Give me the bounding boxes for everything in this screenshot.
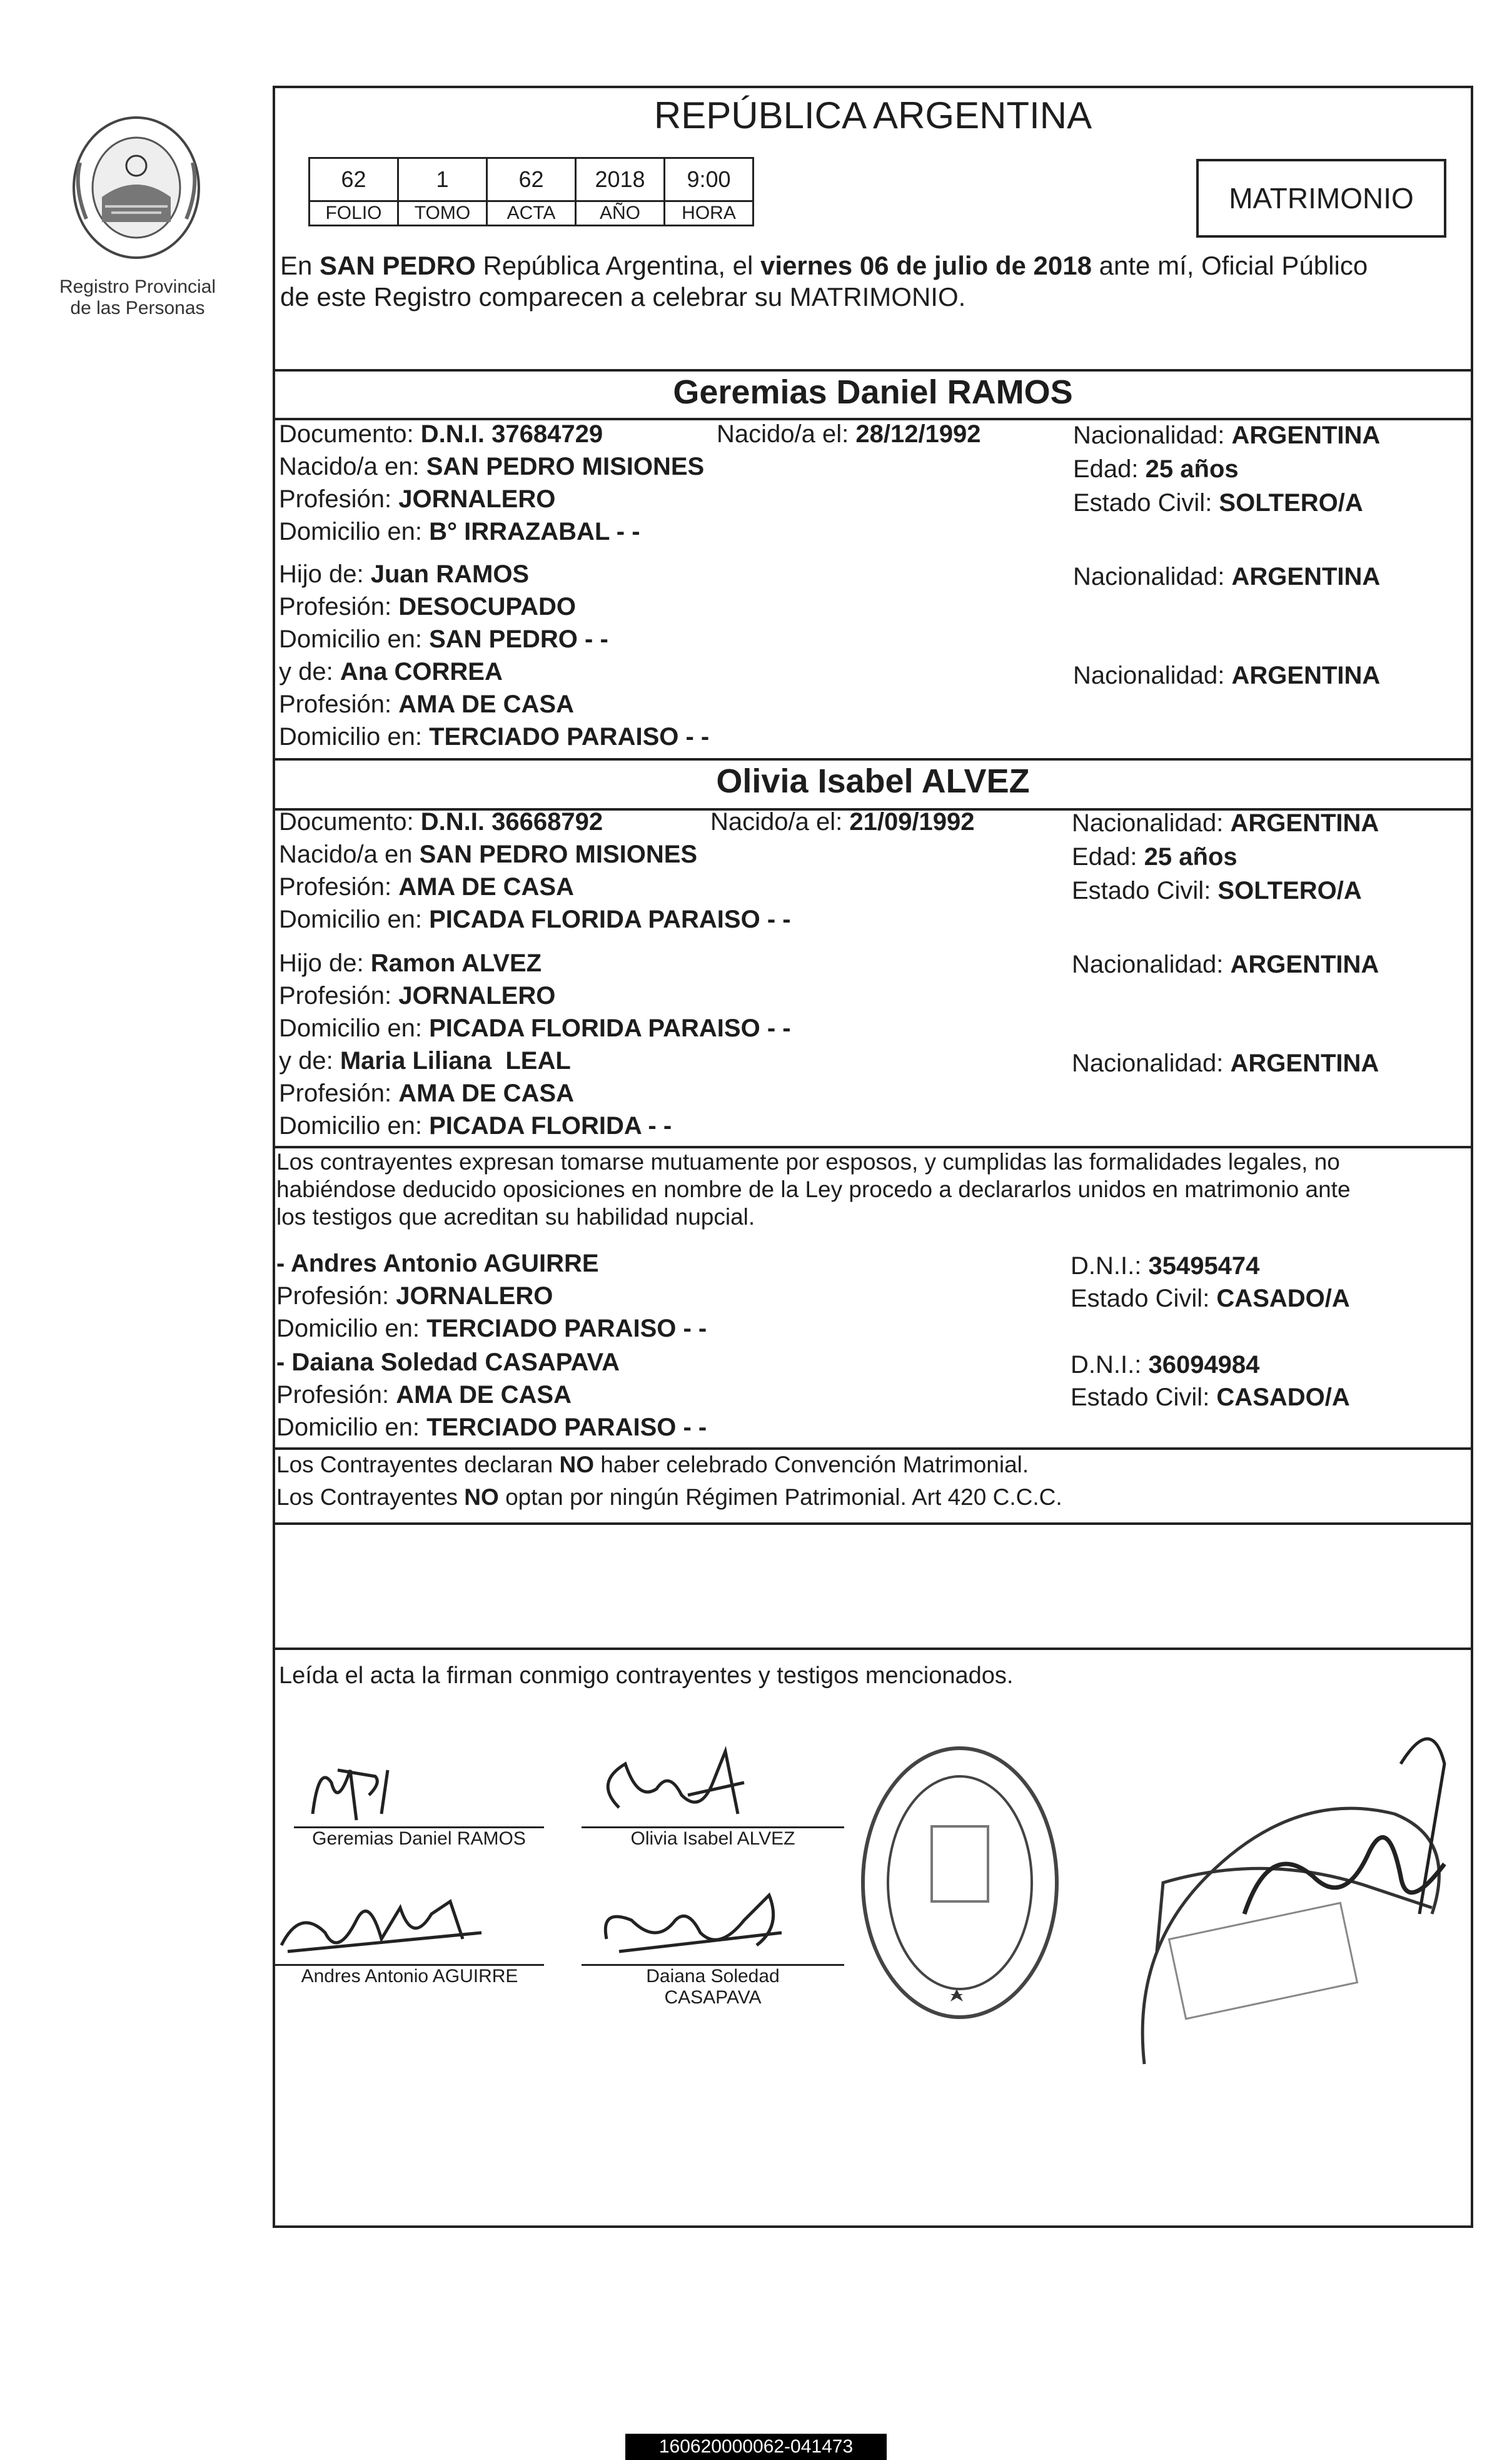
party1-mother-prof	[279, 689, 574, 719]
party1-prof	[279, 484, 555, 514]
acta-label: ACTA	[487, 201, 576, 226]
label: Nacionalidad:	[1072, 809, 1231, 837]
year-value: 2018	[576, 158, 665, 201]
signature-witness2	[582, 1883, 844, 2008]
value: Juan RAMOS	[370, 560, 530, 588]
signature-groom	[294, 1745, 544, 1850]
hour-label: HORA	[665, 201, 753, 226]
registry-caption	[38, 276, 238, 319]
value: JORNALERO	[396, 1282, 553, 1310]
divider-closing	[275, 1648, 1471, 1650]
party1-father-dom	[279, 624, 608, 654]
value: 25 años	[1144, 843, 1237, 871]
divider-party2-top	[275, 758, 1471, 761]
party1-nat	[1073, 420, 1380, 450]
tomo-label: TOMO	[398, 201, 487, 226]
intro-p3: ante mí, Oficial Público	[1092, 251, 1368, 280]
label: Profesión:	[279, 873, 399, 901]
witness-1-civil	[1071, 1283, 1350, 1314]
value: CASADO/A	[1216, 1384, 1350, 1411]
value: ARGENTINA	[1231, 662, 1381, 689]
party2-born	[710, 807, 975, 837]
value: ARGENTINA	[1230, 809, 1379, 837]
party2-mother-dom	[279, 1111, 672, 1141]
intro-place: SAN PEDRO	[320, 251, 476, 280]
value: 25 años	[1145, 455, 1239, 483]
value: Ana CORREA	[340, 658, 503, 686]
label: Estado Civil:	[1073, 489, 1219, 517]
divider-blank-top	[275, 1522, 1471, 1525]
value: 28/12/1992	[855, 420, 981, 448]
label: Domicilio en:	[276, 1315, 427, 1342]
signature-groom-scribble	[294, 1745, 544, 1826]
label: Domicilio en:	[279, 518, 430, 545]
value: JORNALERO	[398, 485, 556, 513]
label: Nacionalidad:	[1073, 662, 1232, 689]
party1-birthplace	[279, 452, 704, 482]
tomo-value: 1	[398, 158, 487, 201]
value: ARGENTINA	[1231, 563, 1381, 590]
label: Profesión:	[276, 1381, 396, 1409]
text: optan por ningún Régimen Patrimonial. Art 420 C.C.C.	[498, 1484, 1062, 1510]
folio-label: FOLIO	[310, 201, 398, 226]
party2-father-nat	[1072, 949, 1379, 979]
signature-witness2-caption-line2: CASAPAVA	[664, 1987, 762, 2008]
label: Domicilio en:	[276, 1414, 427, 1441]
party2-mother-nat	[1072, 1048, 1379, 1078]
label: Profesión:	[279, 485, 399, 513]
signature-witness1	[275, 1883, 544, 1987]
label: y de:	[279, 1047, 340, 1075]
signature-witness2-caption-line1: Daiana Soledad	[646, 1966, 780, 1987]
declaration-line1: Los contrayentes expresan tomarse mutuamente por esposos, y cumplidas las formalidades legales, no	[276, 1149, 1340, 1175]
label: Hijo de:	[279, 560, 371, 588]
witness-1-dom	[276, 1314, 707, 1344]
registry-caption-line1: Registro Provincial	[59, 276, 216, 297]
regime-line2	[276, 1481, 1464, 1514]
label: Domicilio en:	[279, 723, 430, 751]
declaration-text	[276, 1148, 1471, 1231]
label: Profesión:	[279, 982, 399, 1010]
record-meta-table	[308, 157, 754, 226]
label: Profesión:	[276, 1282, 396, 1310]
witness-2-dom	[276, 1412, 707, 1442]
value: 21/09/1992	[849, 808, 975, 836]
value: PICADA FLORIDA PARAISO - -	[429, 906, 791, 933]
closing-text: Leída el acta la firman conmigo contrayentes y testigos mencionados.	[279, 1663, 1014, 1689]
party1-born	[717, 419, 981, 449]
label: Estado Civil:	[1071, 1384, 1217, 1411]
label: Profesión:	[279, 593, 399, 620]
party2-age	[1072, 842, 1237, 872]
party1-father	[279, 559, 529, 589]
party2-name: Olivia Isabel ALVEZ	[716, 762, 1030, 800]
value: AMA DE CASA	[398, 691, 574, 718]
party2-nat	[1072, 808, 1379, 838]
label: Nacido/a el:	[717, 420, 856, 448]
value: Maria Liliana LEAL	[340, 1047, 571, 1075]
round-registry-stamp	[857, 1739, 1063, 2027]
party1-civil	[1073, 488, 1363, 518]
value: Ramon ALVEZ	[370, 949, 542, 977]
round-stamp-icon	[857, 1739, 1063, 2027]
text-bold: NO	[559, 1452, 594, 1477]
province-seal	[68, 113, 205, 269]
witness-2-civil	[1071, 1382, 1350, 1412]
label: Nacido/a en:	[279, 453, 426, 480]
party1-doc	[279, 419, 603, 449]
record-type-box: MATRIMONIO	[1196, 159, 1446, 238]
party1-mother-nat	[1073, 661, 1380, 691]
value: 36094984	[1148, 1351, 1260, 1379]
signature-bride-caption: Olivia Isabel ALVEZ	[630, 1828, 795, 1849]
document-code: 160620000062-041473	[625, 2434, 887, 2460]
signature-witness2-scribble	[582, 1883, 844, 1964]
value: SOLTERO/A	[1219, 489, 1363, 517]
label: Domicilio en:	[279, 1015, 430, 1042]
folio-value: 62	[310, 158, 398, 201]
party2-dom	[279, 904, 791, 934]
text: Los Contrayentes	[276, 1484, 465, 1510]
value: CASADO/A	[1216, 1285, 1350, 1312]
intro-line2: de este Registro comparecen a celebrar su MATRIMONIO.	[280, 282, 966, 311]
text-bold: NO	[464, 1484, 499, 1510]
witness-1-dni	[1071, 1251, 1259, 1281]
label: Documento:	[279, 808, 421, 836]
intro-text	[280, 250, 1468, 313]
intro-date: viernes 06 de julio de 2018	[760, 251, 1092, 280]
province-seal-icon	[68, 113, 205, 269]
value: TERCIADO PARAISO - -	[429, 723, 710, 751]
value: ARGENTINA	[1231, 422, 1381, 449]
value: AMA DE CASA	[398, 873, 574, 901]
value: AMA DE CASA	[396, 1381, 572, 1409]
text: haber celebrado Convención Matrimonial.	[594, 1452, 1029, 1477]
label: Nacionalidad:	[1073, 422, 1232, 449]
signature-bride	[582, 1745, 844, 1850]
witness-2-prof	[276, 1380, 572, 1410]
text: Los Contrayentes declaran	[276, 1452, 560, 1477]
label: Nacionalidad:	[1073, 563, 1232, 590]
party2-civil	[1072, 876, 1362, 906]
value: ARGENTINA	[1230, 1050, 1379, 1077]
intro-p1: En	[280, 251, 320, 280]
acta-value: 62	[487, 158, 576, 201]
hour-value: 9:00	[665, 158, 753, 201]
value: PICADA FLORIDA PARAISO - -	[429, 1015, 791, 1042]
signature-groom-caption: Geremias Daniel RAMOS	[312, 1828, 526, 1849]
label: Domicilio en:	[279, 1112, 430, 1140]
witness-1-prof	[276, 1281, 553, 1311]
party1-father-nat	[1073, 562, 1380, 592]
label: Nacido/a en	[279, 841, 420, 868]
party2-father-dom	[279, 1013, 791, 1043]
value: D.N.I. 37684729	[420, 420, 603, 448]
value: TERCIADO PARAISO - -	[426, 1315, 707, 1342]
label: Edad:	[1072, 843, 1144, 871]
party2-father-prof	[279, 981, 555, 1011]
label: Nacionalidad:	[1072, 951, 1231, 978]
label: D.N.I.:	[1071, 1252, 1149, 1280]
party1-name: Geremias Daniel RAMOS	[673, 373, 1073, 411]
declaration-line2: habiéndose deducido oposiciones en nombre de la Ley procedo a declararlos unidos en matrimonio ante	[276, 1177, 1351, 1202]
party2-doc	[279, 807, 603, 837]
value: SAN PEDRO MISIONES	[426, 453, 705, 480]
intro-p2: República Argentina, el	[475, 251, 761, 280]
label: D.N.I.:	[1071, 1351, 1149, 1379]
regime-line1	[276, 1449, 1464, 1481]
party2-mother-prof	[279, 1078, 574, 1108]
label: Profesión:	[279, 1080, 399, 1107]
value: JORNALERO	[398, 982, 556, 1010]
value: DESOCUPADO	[398, 593, 576, 620]
label: Estado Civil:	[1072, 877, 1218, 904]
regime-text	[276, 1449, 1464, 1514]
party2-mother	[279, 1046, 571, 1076]
signature-witness1-caption: Andres Antonio AGUIRRE	[301, 1966, 518, 1987]
label: Hijo de:	[279, 949, 371, 977]
intro-line1	[280, 250, 1468, 281]
party1-dom	[279, 517, 640, 547]
registry-caption-line2: de las Personas	[70, 298, 205, 318]
signature-witness1-scribble	[275, 1883, 544, 1964]
label: Nacionalidad:	[1072, 1050, 1231, 1077]
divider-party1-top	[275, 369, 1471, 372]
party2-father	[279, 948, 542, 978]
value: 35495474	[1148, 1252, 1260, 1280]
year-label: AÑO	[576, 201, 665, 226]
value: AMA DE CASA	[398, 1080, 574, 1107]
party1-age	[1073, 454, 1239, 484]
officer-stamp-signature	[1107, 1689, 1482, 2089]
value: ARGENTINA	[1230, 951, 1379, 978]
label: Documento:	[279, 420, 421, 448]
officer-signature-icon	[1107, 1689, 1482, 2089]
value: SAN PEDRO MISIONES	[419, 841, 698, 868]
party1-mother	[279, 657, 503, 687]
label: Profesión:	[279, 691, 399, 718]
label: Domicilio en:	[279, 625, 430, 653]
witness-2-name: - Daiana Soledad CASAPAVA	[276, 1349, 620, 1376]
party2-birthplace	[279, 839, 697, 869]
witness-2-dni	[1071, 1350, 1259, 1380]
signature-bride-scribble	[582, 1745, 844, 1826]
value: D.N.I. 36668792	[420, 808, 603, 836]
label: Domicilio en:	[279, 906, 430, 933]
value: B° IRRAZABAL - -	[429, 518, 640, 545]
party2-prof	[279, 872, 574, 902]
label: Edad:	[1073, 455, 1146, 483]
value: SOLTERO/A	[1217, 877, 1362, 904]
value: TERCIADO PARAISO - -	[426, 1414, 707, 1441]
witness-1-name: - Andres Antonio AGUIRRE	[276, 1250, 599, 1277]
party1-mother-dom	[279, 722, 709, 752]
value: PICADA FLORIDA - -	[429, 1112, 672, 1140]
label: y de:	[279, 658, 340, 686]
label: Estado Civil:	[1071, 1285, 1217, 1312]
declaration-line3: los testigos que acreditan su habilidad nupcial.	[276, 1204, 755, 1230]
party1-father-prof	[279, 592, 576, 622]
document-title: REPÚBLICA ARGENTINA	[653, 94, 1092, 136]
label: Nacido/a el:	[710, 808, 850, 836]
value: SAN PEDRO - -	[429, 625, 608, 653]
